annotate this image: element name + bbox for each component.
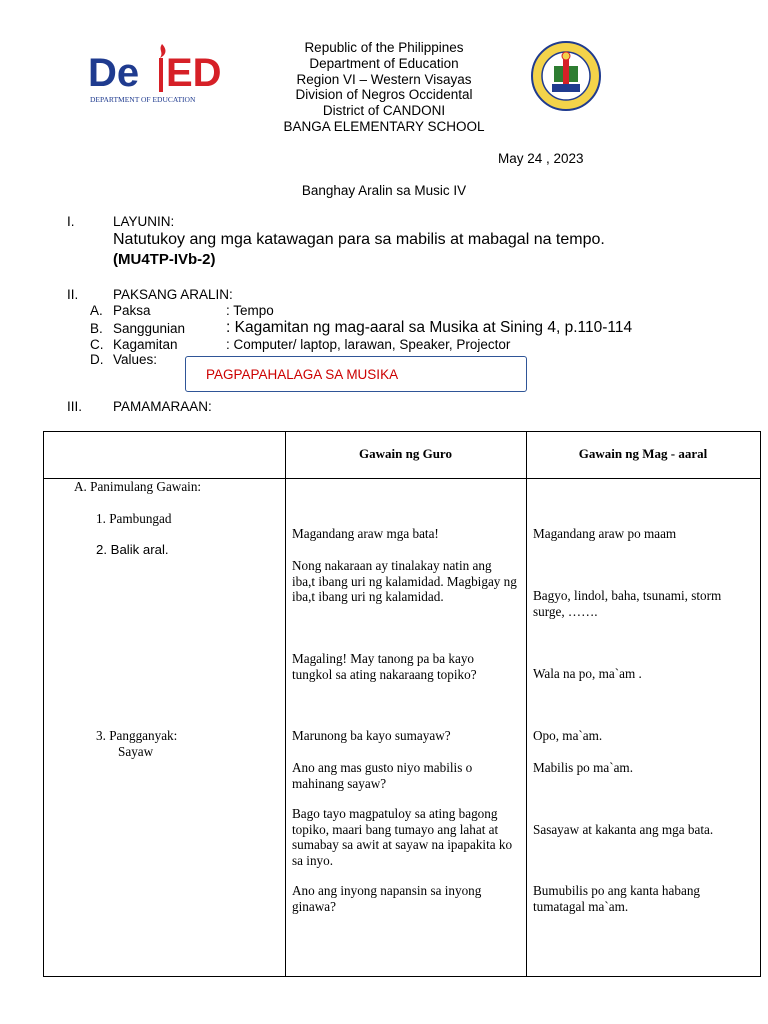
magaaral-line: Opo, ma`am. bbox=[533, 728, 603, 743]
guro-line: Ano ang inyong napansin sa inyong ginawa? bbox=[292, 883, 482, 914]
guro-line: Magaling! May tanong pa ba kayo tungkol sa ating nakaraang topiko? bbox=[292, 651, 477, 682]
activity-pambungad: 1. Pambungad bbox=[96, 511, 172, 526]
item-c-value: : Computer/ laptop, larawan, Speaker, Projector bbox=[226, 337, 511, 352]
section-1-title: LAYUNIN: bbox=[113, 214, 175, 229]
item-d-letter: D. bbox=[90, 352, 104, 367]
objective-code: (MU4TP-IVb-2) bbox=[113, 251, 216, 268]
magaaral-line: Bagyo, lindol, baha, tsunami, storm surge, ……. bbox=[533, 588, 722, 619]
item-b-label: Sanggunian bbox=[113, 321, 186, 336]
activity-balik-aral: 2. Balik aral. bbox=[96, 542, 169, 557]
document-date: May 24 , 2023 bbox=[498, 151, 584, 166]
item-c-label: Kagamitan bbox=[113, 337, 178, 352]
item-a-letter: A. bbox=[90, 303, 103, 318]
item-a-label: Paksa bbox=[113, 303, 151, 318]
values-text: PAGPAPAHALAGA SA MUSIKA bbox=[206, 367, 399, 382]
svg-text:DEPARTMENT OF EDUCATION: DEPARTMENT OF EDUCATION bbox=[90, 95, 196, 104]
item-c-letter: C. bbox=[90, 337, 104, 352]
svg-text:De: De bbox=[88, 51, 140, 95]
section-2-title: PAKSANG ARALIN: bbox=[113, 287, 233, 302]
values-box bbox=[185, 356, 527, 392]
table-header-guro: Gawain ng Guro bbox=[359, 446, 452, 461]
section-1-number: I. bbox=[67, 214, 75, 229]
item-b-value: : Kagamitan ng mag-aaral sa Musika at Sining 4, p.110-114 bbox=[226, 319, 633, 336]
header-line-2: Department of Education bbox=[309, 55, 459, 71]
svg-text:ED: ED bbox=[166, 51, 222, 95]
activity-heading: A. Panimulang Gawain: bbox=[74, 479, 202, 494]
header-line-5: District of CANDONI bbox=[322, 103, 446, 119]
section-3-title: PAMAMARAAN: bbox=[113, 399, 212, 414]
guro-line: Bago tayo magpatuloy sa ating bagong topiko, maari bang tumayo ang lahat at sumabay sa awit at sayaw na ipapakita ko sa inyo. bbox=[292, 806, 513, 868]
magaaral-line: Wala na po, ma`am . bbox=[533, 666, 642, 681]
school-seal-logo bbox=[530, 40, 602, 112]
guro-line: Magandang araw mga bata! bbox=[292, 526, 439, 541]
header-line-4: Division of Negros Occidental bbox=[295, 87, 473, 103]
header-line-1: Republic of the Philippines bbox=[304, 40, 464, 55]
column-divider bbox=[526, 432, 527, 976]
lesson-plan-title: Banghay Aralin sa Music IV bbox=[301, 183, 467, 198]
magaaral-line: Bumubilis po ang kanta habang tumatagal ma`am. bbox=[533, 883, 701, 914]
procedure-table bbox=[43, 431, 761, 977]
objective-text: Natutukoy ang mga katawagan para sa mabilis at mabagal na tempo. bbox=[113, 231, 605, 248]
section-2-number: II. bbox=[67, 287, 79, 302]
section-3-number: III. bbox=[67, 399, 83, 414]
magaaral-line: Mabilis po ma`am. bbox=[533, 760, 633, 775]
item-a-value: : Tempo bbox=[226, 303, 274, 318]
item-d-label: Values: bbox=[113, 352, 158, 367]
header-line-6: BANGA ELEMENTARY SCHOOL bbox=[283, 118, 485, 134]
letterhead bbox=[0, 40, 768, 135]
column-divider bbox=[285, 432, 286, 976]
guro-line: Nong nakaraan ay tinalakay natin ang iba,t ibang uri ng kalamidad. Magbigay ng iba,t ibang uri ng kalamidad. bbox=[292, 558, 517, 605]
activity-sayaw: Sayaw bbox=[118, 744, 154, 759]
magaaral-line: Sasayaw at kakanta ang mga bata. bbox=[533, 822, 714, 837]
header-line-3: Region VI – Western Visayas bbox=[296, 71, 472, 87]
magaaral-line: Magandang araw po maam bbox=[533, 526, 677, 541]
activity-pangganyak: 3. Pangganyak: bbox=[96, 728, 178, 743]
guro-line: Marunong ba kayo sumayaw? bbox=[292, 728, 451, 743]
guro-line: Ano ang mas gusto niyo mabilis o mahinang sayaw? bbox=[292, 760, 473, 791]
table-header-magaaral: Gawain ng Mag - aaral bbox=[578, 446, 708, 461]
item-b-letter: B. bbox=[90, 321, 103, 336]
